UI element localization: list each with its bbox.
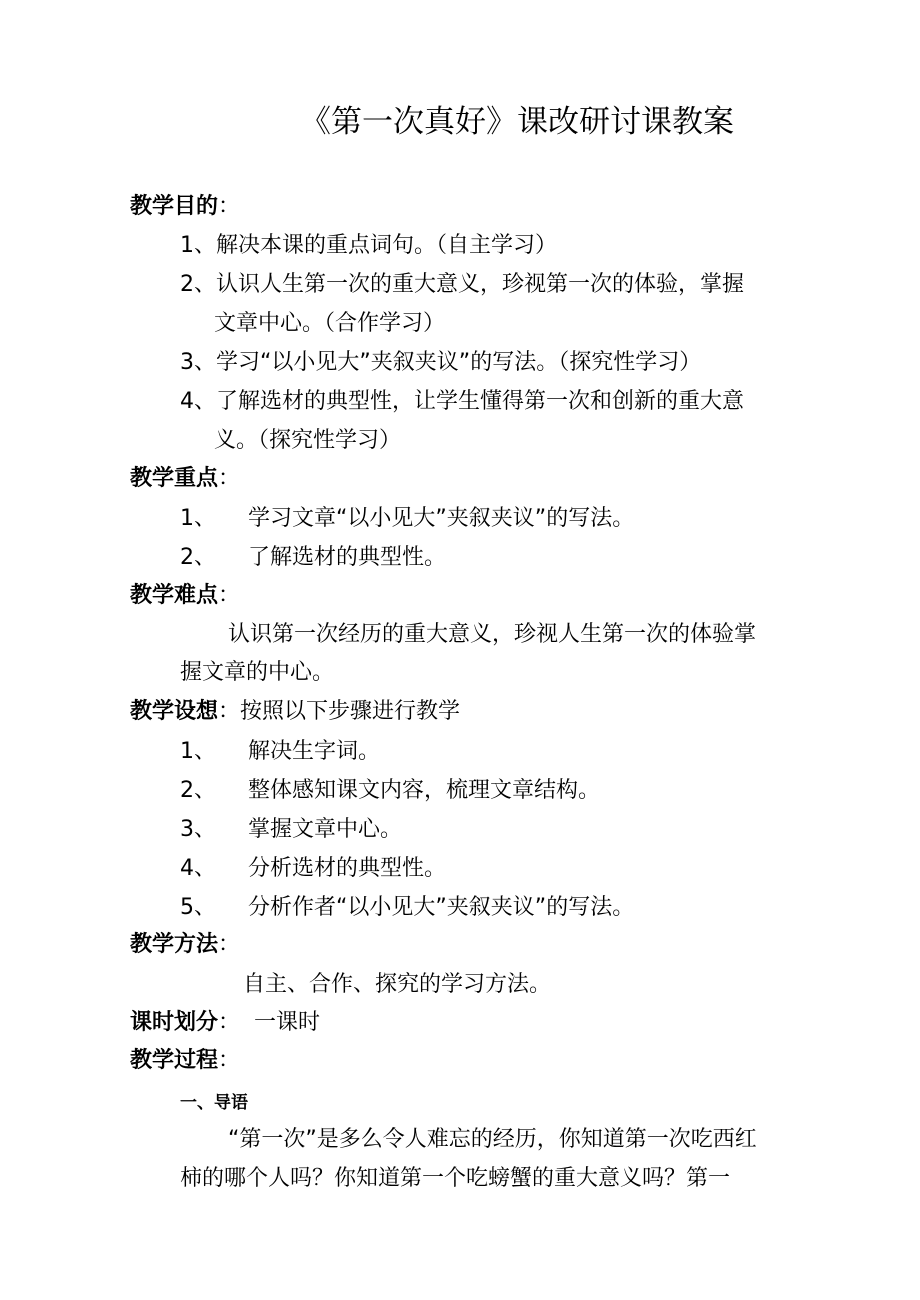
design-step-number: 2、 (180, 778, 216, 803)
design-heading-line (130, 697, 460, 727)
design-step (180, 893, 634, 923)
process-heading: 教学过程 (130, 1048, 219, 1073)
key-point-item (180, 504, 634, 534)
design-step-number: 1、 (180, 739, 216, 764)
design-step-text: 分析选材的典型性。 (248, 856, 447, 881)
objective-item: 2、认识人生第一次的重大意义，珍视第一次的体验，掌握 (180, 272, 744, 297)
difficulties-text-line: 认识第一次经历的重大意义，珍视人生第一次的体验掌 (228, 622, 757, 647)
difficulties-text-line: 握文章的中心。 (180, 660, 335, 685)
design-step-number: 5、 (180, 895, 216, 920)
design-step-number: 4、 (180, 856, 216, 881)
design-step (180, 776, 600, 806)
objectives-heading-line (130, 192, 240, 222)
design-step (180, 815, 402, 845)
objective-item: 1、解决本课的重点词句。（自主学习） (180, 233, 557, 258)
schedule-heading: 课时划分 (130, 1010, 219, 1035)
process-heading-line (130, 1046, 240, 1076)
design-step-text: 整体感知课文内容，梳理文章结构。 (248, 778, 601, 803)
design-step (180, 854, 446, 884)
schedule-colon: ： (218, 1010, 241, 1035)
key-point-text: 学习文章“以小见大”夹叙夹议”的写法。 (248, 506, 635, 531)
objectives-heading: 教学目的 (130, 194, 219, 219)
difficulties-heading-line (130, 581, 240, 611)
key-points-heading-line (130, 464, 240, 494)
objective-item: 4、了解选材的典型性，让学生懂得第一次和创新的重大意 (180, 389, 744, 414)
design-step-number: 3、 (180, 817, 216, 842)
schedule-text: 一课时 (254, 1010, 321, 1035)
key-points-colon: ： (218, 466, 241, 491)
key-points-heading: 教学重点 (130, 466, 219, 491)
design-step-text: 解决生字词。 (248, 739, 381, 764)
schedule-line (130, 1008, 320, 1038)
design-heading: 教学设想 (130, 699, 219, 724)
key-point-number: 1、 (180, 506, 216, 531)
key-point-item (180, 543, 446, 573)
objective-item-continued: 文章中心。（合作学习） (214, 311, 446, 336)
key-point-number: 2、 (180, 545, 216, 570)
design-step-text: 分析作者“以小见大”夹叙夹议”的写法。 (248, 895, 635, 920)
difficulties-colon: ： (218, 583, 241, 608)
methods-heading-line (130, 930, 240, 960)
design-step-text: 掌握文章中心。 (248, 817, 403, 842)
process-section-title: 一、导语 (180, 1093, 248, 1113)
methods-colon: ： (218, 932, 241, 957)
objective-item: 3、学习“以小见大”夹叙夹议”的写法。（探究性学习） (180, 350, 702, 375)
key-point-text: 了解选材的典型性。 (248, 545, 447, 570)
difficulties-heading: 教学难点 (130, 583, 219, 608)
objective-item-continued: 义。（探究性学习） (214, 428, 402, 453)
process-colon: ： (218, 1048, 241, 1073)
design-step (180, 737, 380, 767)
process-paragraph-line: “第一次”是多么令人难忘的经历，你知道第一次吃西红 (228, 1127, 757, 1152)
objectives-colon: ： (218, 194, 241, 219)
methods-text: 自主、合作、探究的学习方法。 (243, 972, 552, 997)
document-title: 《第一次真好》课改研讨课教案 (300, 104, 734, 140)
methods-heading: 教学方法 (130, 932, 219, 957)
design-intro: ：按照以下步骤进行教学 (218, 699, 461, 724)
process-paragraph-line: 柿的哪个人吗？你知道第一个吃螃蟹的重大意义吗？第一 (180, 1166, 731, 1191)
